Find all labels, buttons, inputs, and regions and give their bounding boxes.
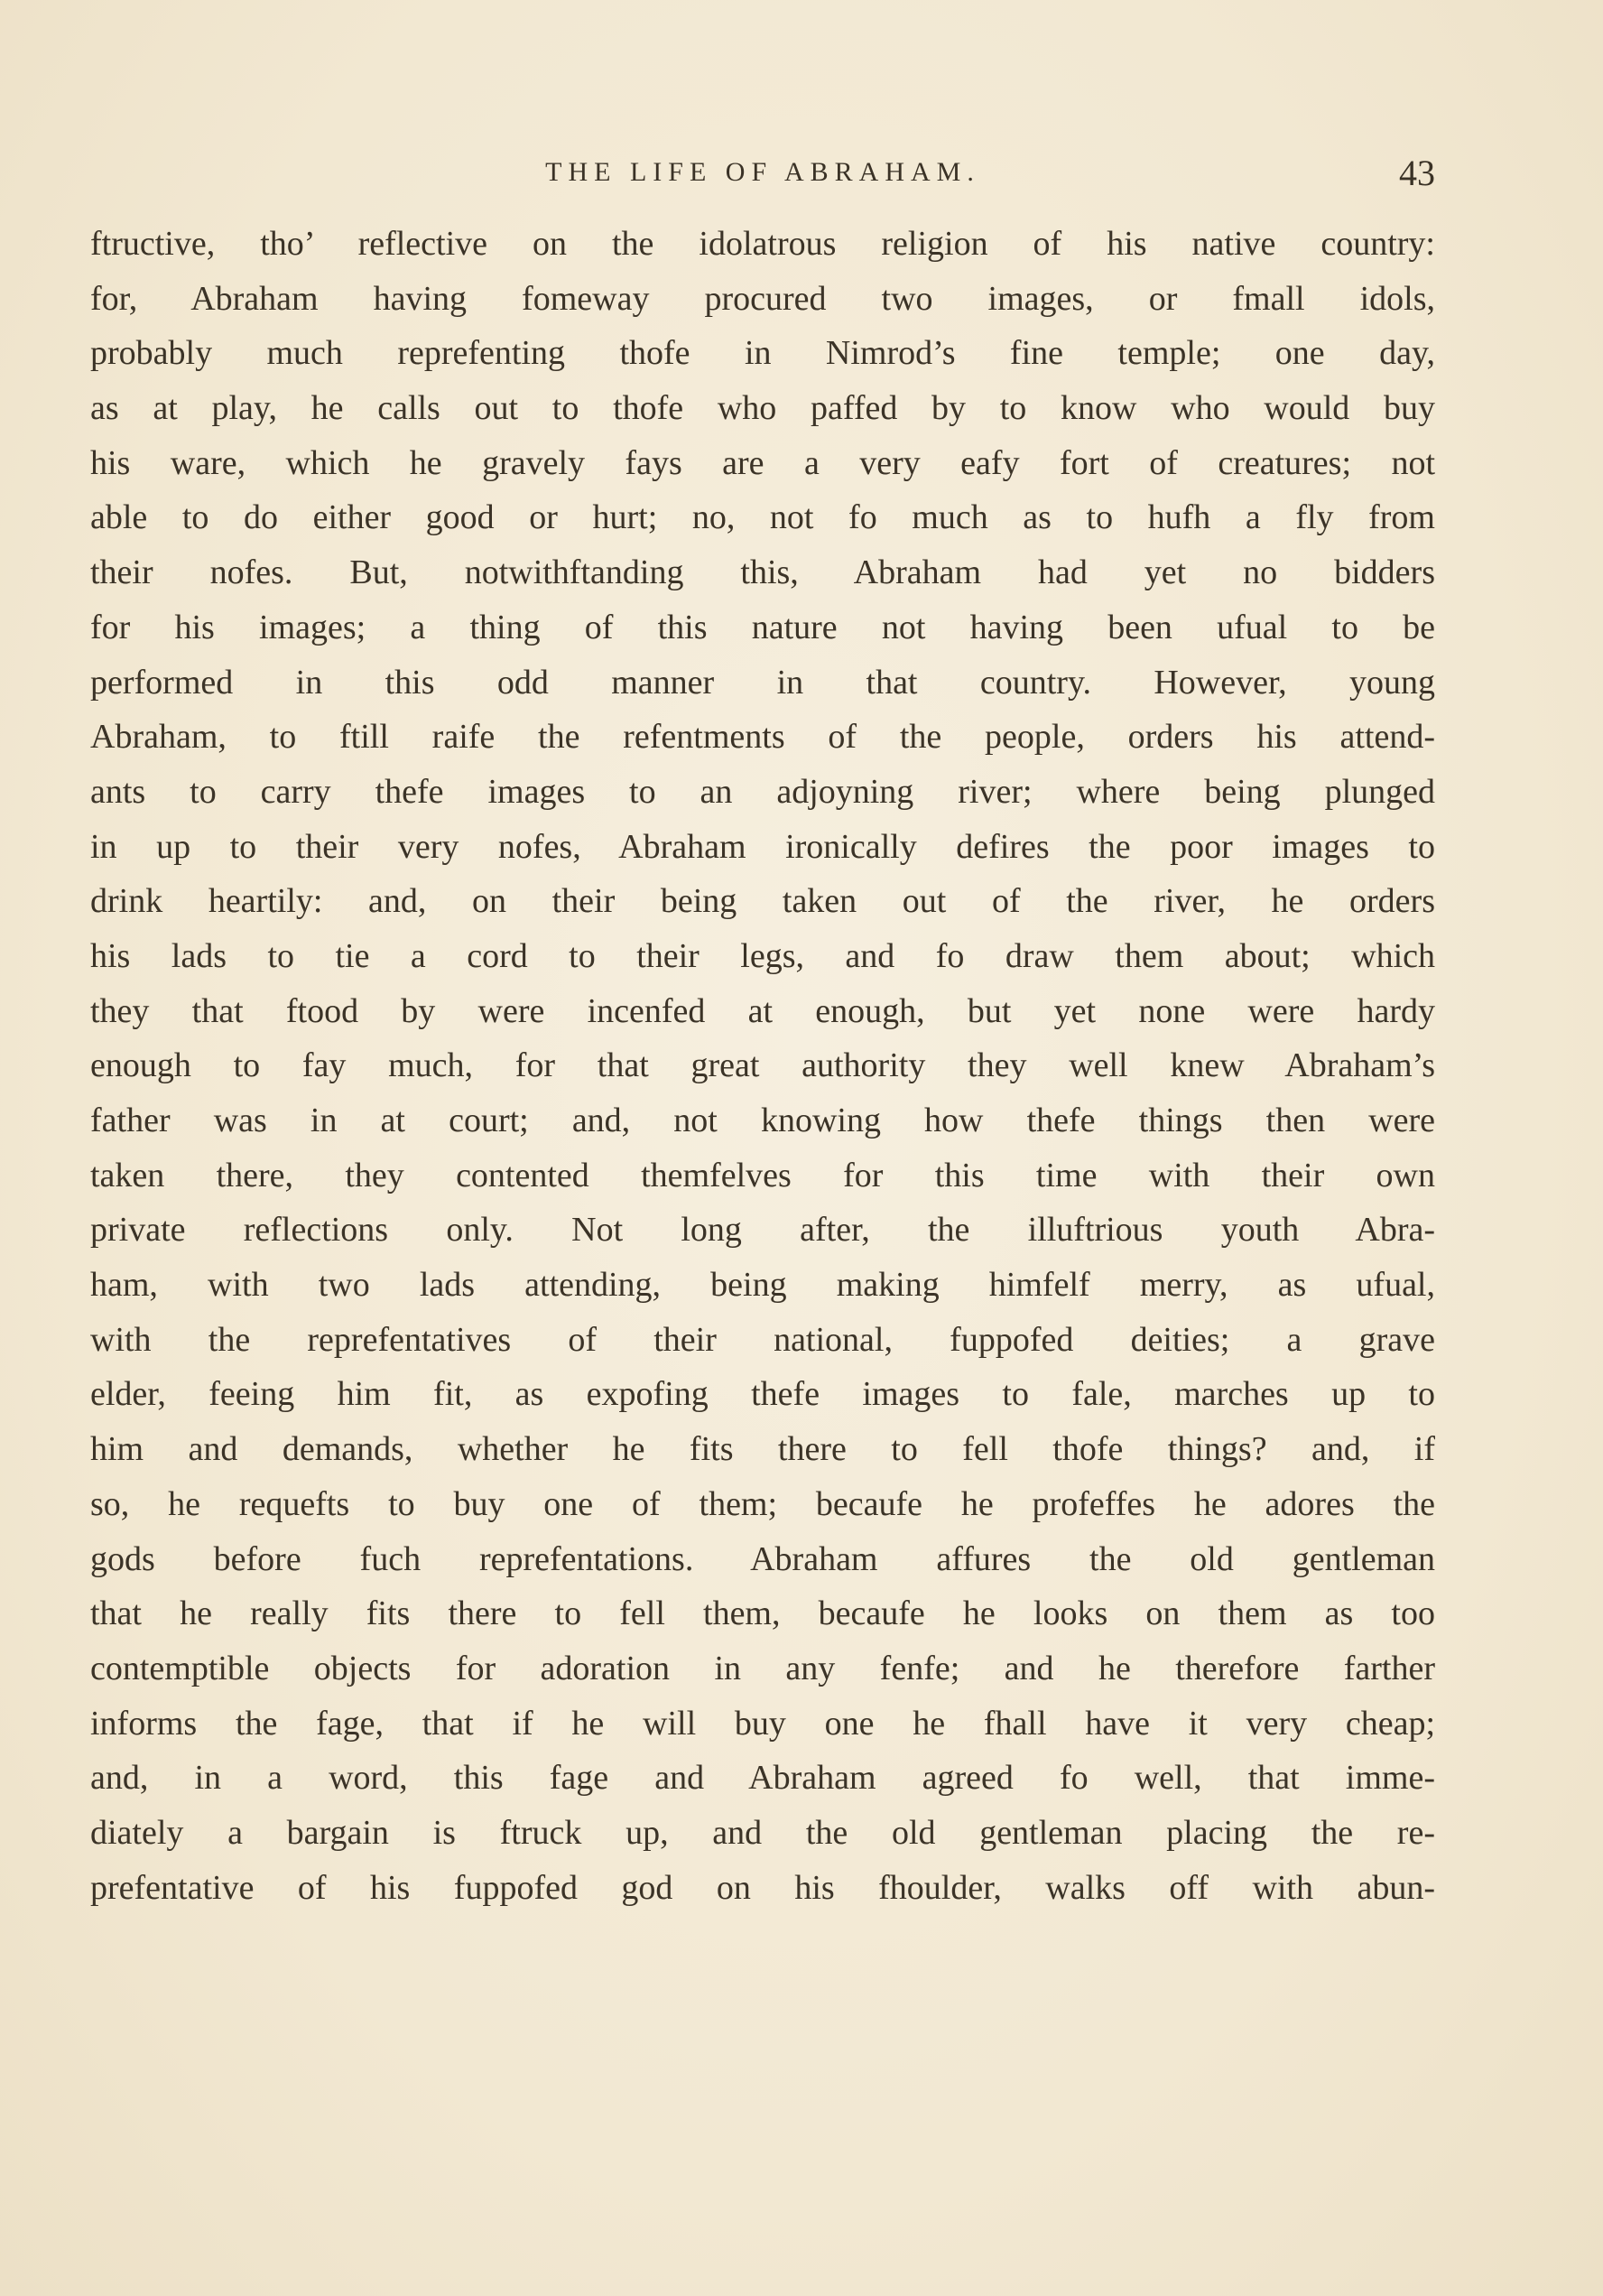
- text-line: their nofes. But, notwithftanding this, Abraham had yet no bidders: [90, 553, 1435, 592]
- text-line: so, he requefts to buy one of them; becaufe he profeffes he adores the: [90, 1484, 1435, 1523]
- text-line: able to do either good or hurt; no, not fo much as to hufh a fly from: [90, 498, 1435, 537]
- text-line: drink heartily: and, on their being taken out of the river, he orders: [90, 882, 1435, 921]
- text-line: as at play, he calls out to thofe who paffed by to know who would buy: [90, 389, 1435, 428]
- text-line: private reflections only. Not long after, the illuftrious youth Abra-: [90, 1211, 1435, 1250]
- text-line: his lads to tie a cord to their legs, and fo draw them about; which: [90, 936, 1435, 975]
- text-line: enough to fay much, for that great authority they well knew Abraham’s: [90, 1046, 1435, 1085]
- text-line: informs the fage, that if he will buy one he fhall have it very cheap;: [90, 1704, 1435, 1743]
- text-line: that he really fits there to fell them, becaufe he looks on them as too: [90, 1594, 1435, 1633]
- text-line: elder, feeing him fit, as expofing thefe images to fale, marches up to: [90, 1375, 1435, 1414]
- text-line: for, Abraham having fomeway procured two images, or fmall idols,: [90, 279, 1435, 318]
- text-line: performed in this odd manner in that country. However, young: [90, 663, 1435, 702]
- text-line: ants to carry thefe images to an adjoyning river; where being plunged: [90, 772, 1435, 811]
- running-title: THE LIFE OF ABRAHAM.: [545, 157, 980, 187]
- text-line: gods before fuch reprefentations. Abraham affures the old gentleman: [90, 1539, 1435, 1578]
- running-head: [90, 152, 1435, 197]
- text-line: contemptible objects for adoration in any fenfe; and he therefore farther: [90, 1649, 1435, 1687]
- text-line: ftructive, tho’ reflective on the idolatrous religion of his native country:: [90, 225, 1435, 263]
- body-text: [90, 217, 1435, 1915]
- text-line: prefentative of his fuppofed god on his fhoulder, walks off with abun-: [90, 1868, 1435, 1907]
- text-line: taken there, they contented themfelves for this time with their own: [90, 1156, 1435, 1194]
- text-line: diately a bargain is ftruck up, and the old gentleman placing the re-: [90, 1813, 1435, 1852]
- text-line: ham, with two lads attending, being making himfelf merry, as ufual,: [90, 1266, 1435, 1305]
- text-line: for his images; a thing of this nature not having been ufual to be: [90, 608, 1435, 646]
- text-line: his ware, which he gravely fays are a very eafy fort of creatures; not: [90, 443, 1435, 482]
- text-line: and, in a word, this fage and Abraham agreed fo well, that imme-: [90, 1759, 1435, 1798]
- text-line: him and demands, whether he fits there to fell thofe things? and, if: [90, 1430, 1435, 1469]
- text-line: father was in at court; and, not knowing how thefe things then were: [90, 1102, 1435, 1139]
- text-line: in up to their very nofes, Abraham ironically defires the poor images to: [90, 827, 1435, 866]
- text-line: Abraham, to ftill raife the refentments of the people, orders his attend-: [90, 718, 1435, 757]
- text-line: they that ftood by were incenfed at enough, but yet none were hardy: [90, 991, 1435, 1030]
- text-line: with the reprefentatives of their national, fuppofed deities; a grave: [90, 1320, 1435, 1359]
- text-line: probably much reprefenting thofe in Nimrod’s fine temple; one day,: [90, 334, 1435, 373]
- page-number: 43: [1399, 153, 1435, 193]
